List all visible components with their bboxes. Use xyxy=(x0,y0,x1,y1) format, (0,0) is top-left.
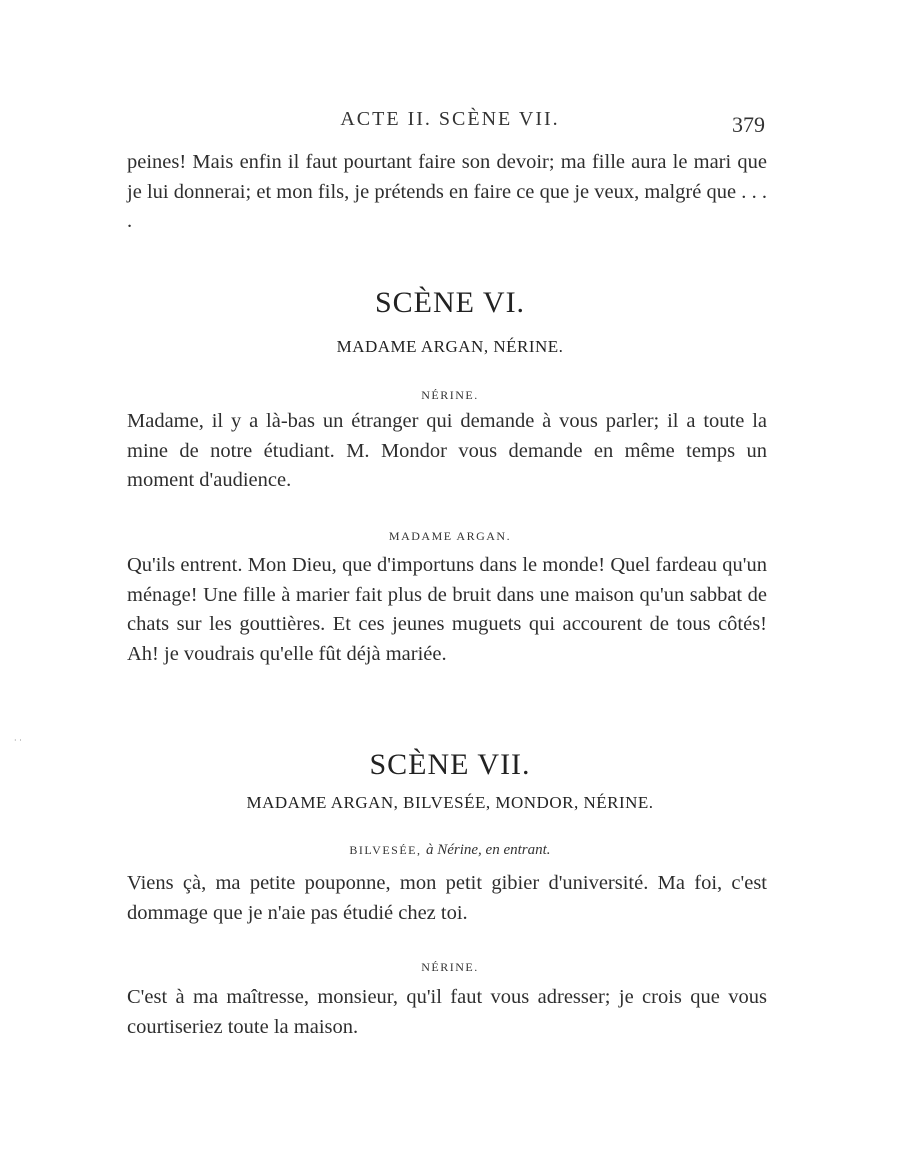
scene-vii-speaker-2: NÉRINE. xyxy=(421,960,479,974)
scene-vi-speaker-2: MADAME ARGAN. xyxy=(388,529,512,543)
scene-vii-title: SCÈNE VII. xyxy=(369,748,531,781)
scene-vii-speech-1: Viens çà, ma petite pouponne, mon petit gibier d'université. Ma foi, c'est dommage que je n'aie pas étudié chez toi. xyxy=(127,872,767,924)
opening-paragraph: peines! Mais enfin il faut pourtant faire son devoir; ma fille aura le mari que je lui donnerai; et mon fils, je prétends en faire ce que je veux, malgré que . . . . xyxy=(127,151,767,232)
running-head: ACTE II. SCÈNE VII. xyxy=(340,108,560,130)
scene-vi-title: SCÈNE VI. xyxy=(374,286,526,319)
scene-vi-speaker-1: NÉRINE. xyxy=(421,388,479,402)
stage-direction: à Nérine, en entrant. xyxy=(425,842,551,858)
page-number: 379 xyxy=(732,112,765,137)
scene-vii-speaker-1: BILVESÉE, xyxy=(349,843,422,857)
scene-vii-speaker-1-line xyxy=(0,842,900,859)
scene-vii-speech-2: C'est à ma maîtresse, monsieur, qu'il faut vous adresser; je crois que vous courtiseriez toute la maison. xyxy=(127,986,767,1038)
scene-vii-cast: MADAME ARGAN, BILVESÉE, MONDOR, NÉRINE. xyxy=(246,793,654,812)
scene-vi-speech-2: Qu'ils entrent. Mon Dieu, que d'importuns dans le monde! Quel fardeau qu'un ménage! Une fille à marier fait plus de bruit dans une maison qu'un sabbat de chats sur les gouttières. Et ces jeunes muguets qui accourent de tous côtés! Ah! je voudrais qu'elle fût déjà mariée. xyxy=(127,554,767,665)
scene-vi-cast: MADAME ARGAN, NÉRINE. xyxy=(336,337,564,356)
scene-vi-speech-1: Madame, il y a là-bas un étranger qui demande à vous parler; il a toute la mine de notre étudiant. M. Mondor vous demande en même temps un moment d'audience. xyxy=(127,410,767,491)
page-speck: · · xyxy=(14,736,22,745)
